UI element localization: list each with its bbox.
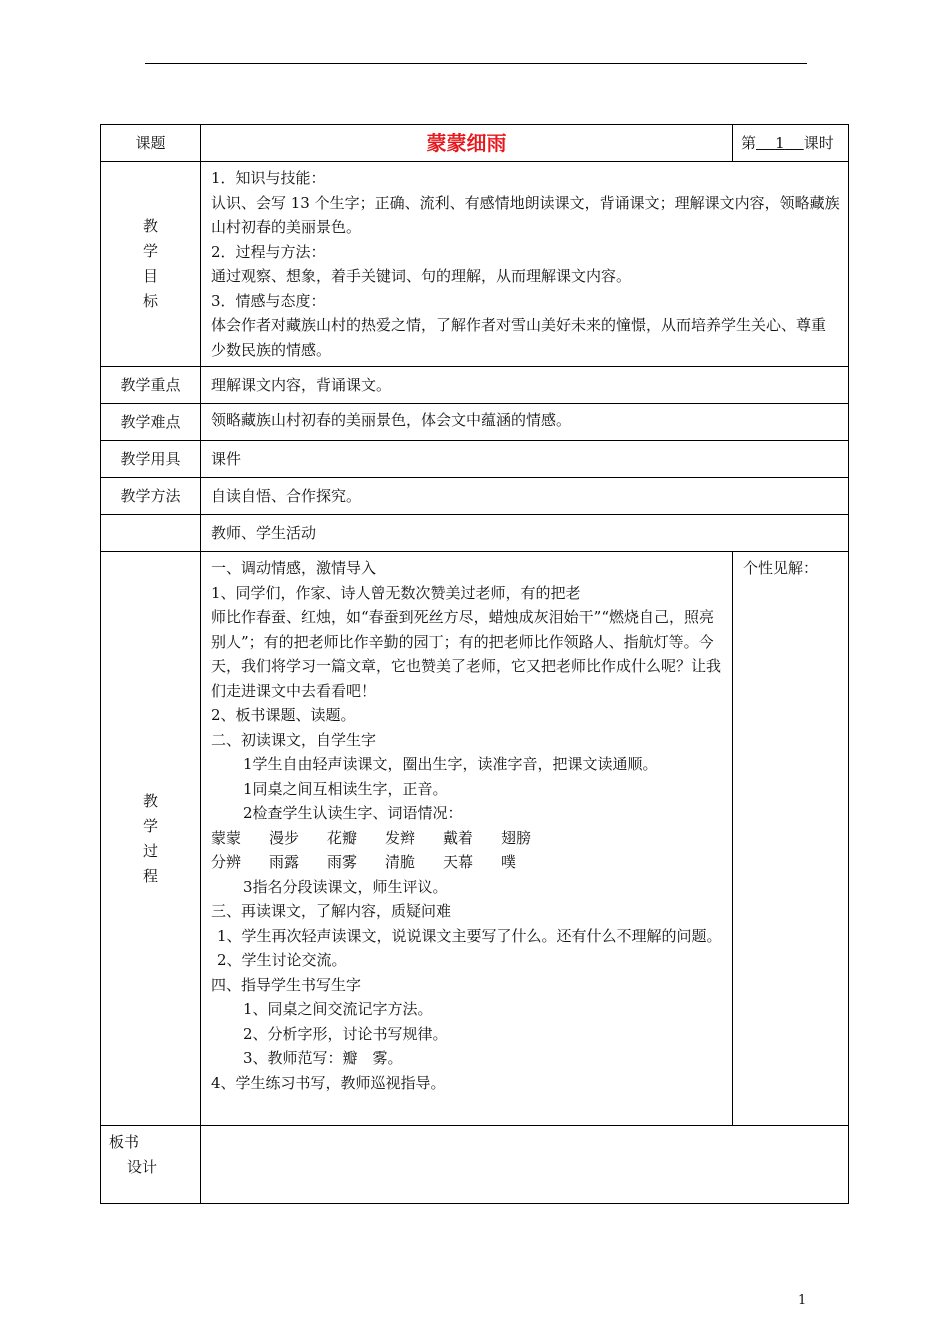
key-point-value: 理解课文内容，背诵课文。 [201,367,849,404]
tools-value: 课件 [201,441,849,478]
method-value: 自读自悟、合作探究。 [201,478,849,515]
objectives-label: 教 学 目 标 [101,162,201,367]
vocab-row-1: 蒙蒙 漫步 花瓣 发辫 戴着 翅膀 [211,828,532,847]
activity-header: 教师、学生活动 [201,515,849,552]
process-content: 一、调动情感，激情导入 1、同学们，作家、诗人曾无数次赞美过老师，有的把老 师比作春蚕、红烛，如“春蚕到死丝方尽，蜡烛成灰泪始干”“燃烧自己，照亮别人”；有的把老师比作辛勤的园丁；有的把老师比作领路人、指航灯等。今天，我们将学习一篇文章，它也赞美了老师，它又把老师比作成什么呢？让我们走进课文中去看看吧！ 2、板书课题、读题。 二、初读课文，自学生字 1学生自由轻声读课文，圈出生字，读准字音，把课文读通顺。 1同桌之间互相读生字，正音。 2检查学生认读生字、词语情况： 蒙蒙 漫步 花瓣 发辫 戴着 翅膀 分辨 雨露 雨雾 清脆 天幕 噗 3指名分段读课文，师生评议。 三、再读课文，了解内容，质疑问难 1、学生再次轻声读课文，说说课文主要写了什么。还有什么不理解的问题。 2、学生讨论交流。 四、指导学生书写生字 1、同桌之间交流记字方法。 2、分析字形，讨论书写规律。 3、教师范写：瓣 雾。 4、学生练习书写，教师巡视指导。 [201,552,733,1126]
objectives-content: 1．知识与技能： 认识、会写 13 个生字；正确、流利、有感情地朗读课文，背诵课文；理解课文内容，领略藏族山村初春的美丽景色。 2．过程与方法： 通过观察、想象，着手关键词、句的理解，从而理解课文内容。 3．情感与态度： 体会作者对藏族山村的热爱之情，了解作者对雪山美好未来的憧憬，从而培养学生关心、尊重少数民族的情感。 [201,162,849,367]
lesson-title: 蒙蒙细雨 [201,125,733,162]
lesson-number: 1 [775,133,785,152]
tools-row [101,441,849,478]
header-rule [145,63,807,64]
difficulty-label: 教学难点 [101,404,201,441]
board-content [201,1126,849,1204]
tools-label: 教学用具 [101,441,201,478]
method-label: 教学方法 [101,478,201,515]
activity-header-row [101,515,849,552]
board-row [101,1126,849,1204]
key-point-label: 教学重点 [101,367,201,404]
vocab-row-2: 分辨 雨露 雨雾 清脆 天幕 噗 [211,853,517,871]
page-number: 1 [798,1293,807,1308]
difficulty-value: 领略藏族山村初春的美丽景色，体会文中蕴涵的情感。 [201,404,849,441]
personal-insight: 个性见解： [733,552,849,1126]
difficulty-row [101,404,849,441]
activity-header-blank [101,515,201,552]
lesson-plan-table [100,124,849,1204]
process-row [101,552,849,1126]
process-label: 教 学 过 程 [101,552,201,1126]
method-row [101,478,849,515]
objectives-row [101,162,849,367]
topic-label: 课题 [101,125,201,162]
lesson-period: 第 1 课时 [733,125,849,162]
board-label: 板书 设计 [101,1126,201,1204]
key-point-row [101,367,849,404]
title-row [101,125,849,162]
